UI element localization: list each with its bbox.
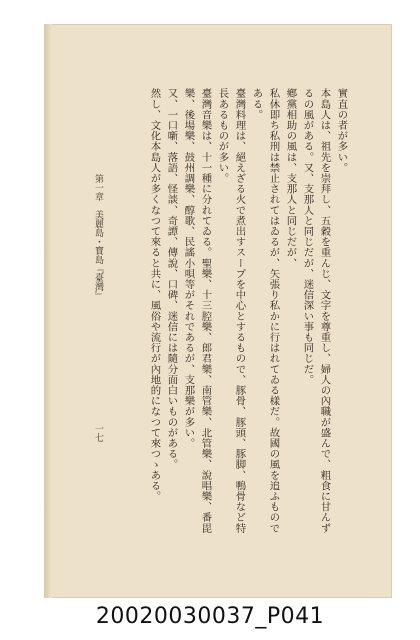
text-column-9: 臺灣音樂は、十一種に分れてゐる。聖樂、十三腔樂、郎君樂、南管樂、北管樂、說唱樂、番毘 xyxy=(199,88,212,534)
running-header: 第一章 美麗島・寶島『臺灣』 xyxy=(93,174,103,300)
page-binding-shadow xyxy=(44,24,52,598)
text-column-8: 長あるものが多い。 xyxy=(216,88,229,184)
text-column-12: 然し、文化本島人が多くなつて來ると共に、風俗や流行が內地的になつて來つゝある。 xyxy=(148,88,161,502)
text-column-7: 臺灣料理は、絕えざる火で煮出すスープを中心とするもので、豚骨、豚頭、豚脚、鴨骨など特 xyxy=(233,88,246,534)
text-column-11: 又、一口噺、落語、怪談、奇譚、傳說、口碑、迷信には隨分面白いものがある。 xyxy=(165,88,178,470)
page-number: 一七 xyxy=(93,424,103,442)
image-id-caption: 20020030037_P041 xyxy=(95,604,325,629)
text-column-6: ある。 xyxy=(250,88,263,120)
text-column-3: るの風がある。又、支那人と同じだが、迷信深い事も同じだ。 xyxy=(301,88,314,385)
text-column-10: 樂、後場樂、鼓州調樂、醇歌、民謠小唄等がそれであるが、支那樂が多い。 xyxy=(182,88,195,449)
text-column-1: 實直の者が多い。 xyxy=(335,88,348,173)
text-column-4: 鄕黨相助の風は、支那人と同じだが、 xyxy=(284,88,297,269)
text-column-5: 私休即ち私刑は禁止されてはゐるが、矢張り私かに行はれてゐる樣だ。故國の風を追ふもので xyxy=(267,88,280,534)
text-column-2: 本島人は、祖先を崇拜し、五穀を重んじ、文字を尊重し、婦人の內職が盛んで、粗食に甘んず xyxy=(318,88,331,534)
